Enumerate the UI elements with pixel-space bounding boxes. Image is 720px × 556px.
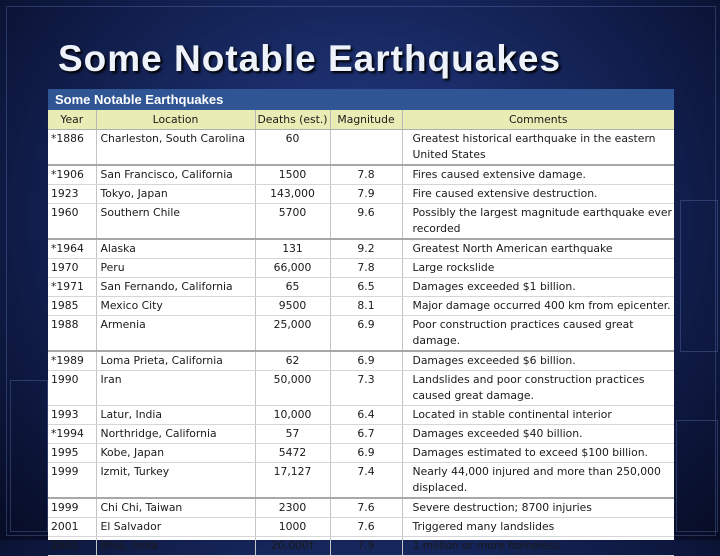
magnitude-cell: 7.6: [330, 518, 402, 537]
location-cell: Charleston, South Carolina: [96, 130, 255, 166]
column-header-comments: Comments: [402, 110, 674, 130]
magnitude-cell: 7.3: [330, 371, 402, 406]
table-row: [48, 278, 674, 297]
location-cell: San Fernando, California: [96, 278, 255, 297]
year-cell: *1989: [48, 351, 96, 371]
table-row: [48, 297, 674, 316]
year-cell: *1994: [48, 425, 96, 444]
year-cell: 1960: [48, 204, 96, 240]
magnitude-cell: 9.6: [330, 204, 402, 240]
magnitude-cell: 7.6: [330, 498, 402, 518]
table-row: [48, 239, 674, 259]
year-cell: 1985: [48, 297, 96, 316]
location-cell: Armenia: [96, 316, 255, 352]
comment-cell: Large rockslide: [402, 259, 674, 278]
comment-cell: Poor construction practices caused great damage.: [402, 316, 674, 352]
table-row: [48, 444, 674, 463]
deaths-cell: 131: [255, 239, 330, 259]
magnitude-cell: 7.9: [330, 185, 402, 204]
deaths-cell: 5700: [255, 204, 330, 240]
comment-cell: Triggered many landslides: [402, 518, 674, 537]
background-rect: [680, 200, 718, 352]
table-row: [48, 165, 674, 185]
column-header-year: Year: [48, 110, 96, 130]
deaths-cell: 65: [255, 278, 330, 297]
comment-cell: Fires caused extensive damage.: [402, 165, 674, 185]
table-row: [48, 406, 674, 425]
slide-title: Some Notable Earthquakes: [58, 38, 562, 79]
deaths-cell: 1500: [255, 165, 330, 185]
location-cell: Bhuj, India: [96, 537, 255, 556]
table-row: [48, 518, 674, 537]
comment-cell: Damages exceeded $6 billion.: [402, 351, 674, 371]
comment-cell: Damages estimated to exceed $100 billion.: [402, 444, 674, 463]
location-cell: Chi Chi, Taiwan: [96, 498, 255, 518]
magnitude-cell: 7.4: [330, 463, 402, 499]
table-row: [48, 463, 674, 499]
location-cell: Alaska: [96, 239, 255, 259]
table-row: [48, 425, 674, 444]
comment-cell: Damages exceeded $40 billion.: [402, 425, 674, 444]
comment-cell: Possibly the largest magnitude earthquake ever recorded: [402, 204, 674, 240]
magnitude-cell: 6.5: [330, 278, 402, 297]
deaths-cell: 66,000: [255, 259, 330, 278]
location-cell: San Francisco, California: [96, 165, 255, 185]
column-header-magnitude: Magnitude: [330, 110, 402, 130]
comment-cell: Major damage occurred 400 km from epicenter.: [402, 297, 674, 316]
deaths-cell: 5472: [255, 444, 330, 463]
table-heading: Some Notable Earthquakes: [48, 89, 674, 110]
location-cell: Kobe, Japan: [96, 444, 255, 463]
deaths-cell: 10,000: [255, 406, 330, 425]
year-cell: 2001: [48, 518, 96, 537]
deaths-cell: 143,000: [255, 185, 330, 204]
deaths-cell: 9500: [255, 297, 330, 316]
table-row: [48, 537, 674, 556]
deaths-cell: 60: [255, 130, 330, 166]
year-cell: 1990: [48, 371, 96, 406]
magnitude-cell: 6.9: [330, 351, 402, 371]
table-row: [48, 130, 674, 166]
location-cell: Northridge, California: [96, 425, 255, 444]
magnitude-cell: 6.9: [330, 316, 402, 352]
table-header-row: [48, 110, 674, 130]
table-row: [48, 316, 674, 352]
deaths-cell: 25,000: [255, 316, 330, 352]
comment-cell: 1 million or more homeless: [402, 537, 674, 556]
earthquake-table-card: [48, 89, 674, 552]
location-cell: Iran: [96, 371, 255, 406]
location-cell: Latur, India: [96, 406, 255, 425]
year-cell: *1886: [48, 130, 96, 166]
comment-cell: Greatest North American earthquake: [402, 239, 674, 259]
deaths-cell: 57: [255, 425, 330, 444]
comment-cell: Nearly 44,000 injured and more than 250,000 displaced.: [402, 463, 674, 499]
magnitude-cell: 7.8: [330, 259, 402, 278]
table-row: [48, 351, 674, 371]
magnitude-cell: 9.2: [330, 239, 402, 259]
location-cell: Izmit, Turkey: [96, 463, 255, 499]
column-header-deaths: Deaths (est.): [255, 110, 330, 130]
year-cell: *1964: [48, 239, 96, 259]
earthquake-table: [48, 110, 674, 556]
location-cell: Tokyo, Japan: [96, 185, 255, 204]
year-cell: 1923: [48, 185, 96, 204]
comment-cell: Landslides and poor construction practices caused great damage.: [402, 371, 674, 406]
location-cell: El Salvador: [96, 518, 255, 537]
deaths-cell: 17,127: [255, 463, 330, 499]
comment-cell: Fire caused extensive destruction.: [402, 185, 674, 204]
magnitude-cell: 8.1: [330, 297, 402, 316]
background-rect: [676, 420, 718, 532]
year-cell: 1988: [48, 316, 96, 352]
year-cell: *1906: [48, 165, 96, 185]
location-cell: Southern Chile: [96, 204, 255, 240]
deaths-cell: 1000: [255, 518, 330, 537]
table-row: [48, 204, 674, 240]
deaths-cell: 62: [255, 351, 330, 371]
year-cell: 1993: [48, 406, 96, 425]
table-row: [48, 371, 674, 406]
magnitude-cell: [330, 130, 402, 166]
location-cell: Peru: [96, 259, 255, 278]
deaths-cell: 2300: [255, 498, 330, 518]
year-cell: *1971: [48, 278, 96, 297]
deaths-cell: 50,000: [255, 371, 330, 406]
deaths-cell: 20,000†: [255, 537, 330, 556]
comment-cell: Damages exceeded $1 billion.: [402, 278, 674, 297]
magnitude-cell: 6.4: [330, 406, 402, 425]
year-cell: 1995: [48, 444, 96, 463]
magnitude-cell: 7.8: [330, 165, 402, 185]
table-row: [48, 185, 674, 204]
background-rect: [10, 380, 48, 532]
comment-cell: Located in stable continental interior: [402, 406, 674, 425]
year-cell: 1970: [48, 259, 96, 278]
year-cell: 1999: [48, 463, 96, 499]
magnitude-cell: 6.9: [330, 444, 402, 463]
table-row: [48, 259, 674, 278]
table-row: [48, 498, 674, 518]
magnitude-cell: 6.7: [330, 425, 402, 444]
comment-cell: Greatest historical earthquake in the eastern United States: [402, 130, 674, 166]
magnitude-cell: 7.9: [330, 537, 402, 556]
comment-cell: Severe destruction; 8700 injuries: [402, 498, 674, 518]
column-header-location: Location: [96, 110, 255, 130]
year-cell: 1999: [48, 498, 96, 518]
location-cell: Loma Prieta, California: [96, 351, 255, 371]
location-cell: Mexico City: [96, 297, 255, 316]
year-cell: 2001: [48, 537, 96, 556]
